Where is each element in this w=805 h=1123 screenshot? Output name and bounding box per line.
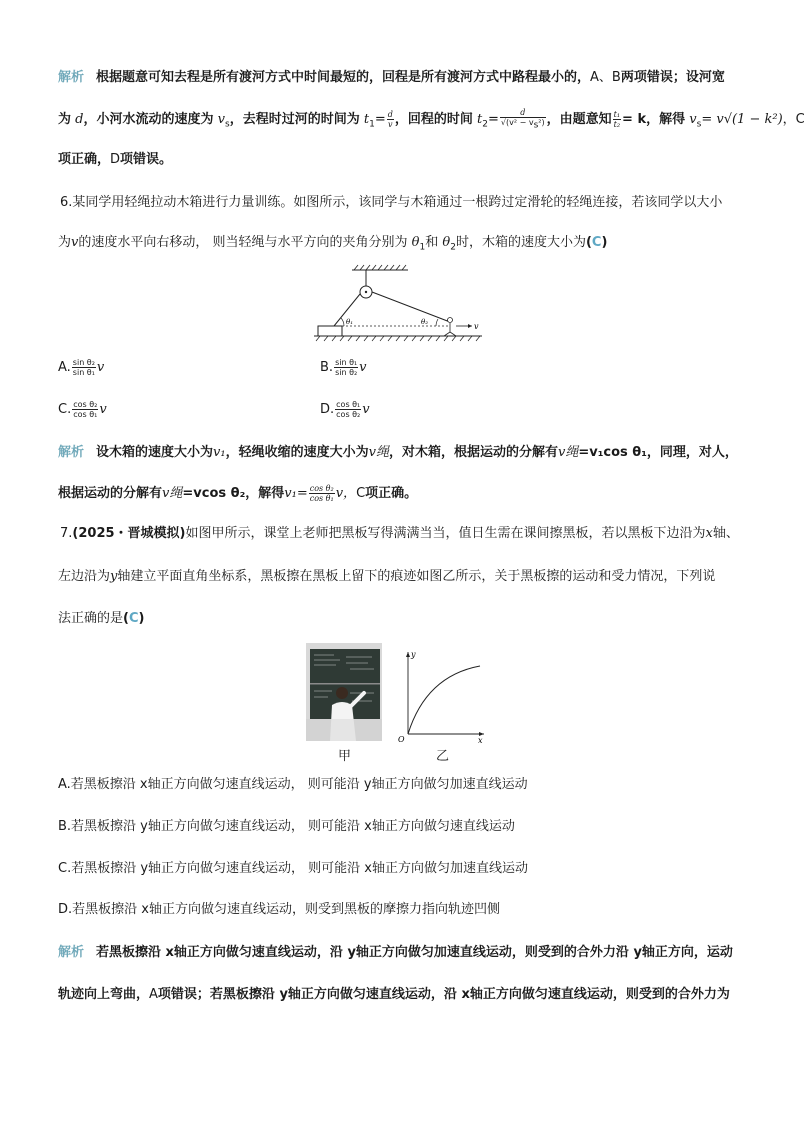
q7-analysis-line1: 解析 若黑板擦沿 x轴正方向做匀速直线运动，沿 y轴正方向做匀加速直线运动，则受到的合外力沿 y轴正方向，运动 xyxy=(58,945,733,960)
q7-stem-line1: 7.(2025・晋城模拟)如图甲所示，课堂上老师把黑板写得满满当当，值日生需在课间擦黑板，若以黑板下边沿为x轴、 xyxy=(60,526,739,541)
answer-mark: C xyxy=(591,235,602,250)
q6-option-b[interactable]: B. $\frac{\text{sin θ₁}}{\text{sin θ₂}}$ v xyxy=(320,358,367,377)
q6-option-d[interactable]: D. $\frac{\text{cos θ₁}}{\text{cos θ₂}}$ v xyxy=(320,400,370,419)
q6-analysis-line1: 解析 设木箱的速度大小为v₁，轻绳收缩的速度大小为v绳，对木箱，根据运动的分解有v绳=v₁cos θ₁，同理，对人， xyxy=(58,445,738,460)
trajectory-graph xyxy=(394,648,488,744)
q7-stem-line3: 法正确的是(C) xyxy=(58,611,145,626)
q5-analysis-line3: 项正确，D项错误。 xyxy=(58,152,173,167)
q7-stem-line2: 左边沿为y轴建立平面直角坐标系，黑板擦在黑板上留下的痕迹如图乙所示，关于黑板擦的运动和受力情况，下列说 xyxy=(58,569,716,584)
wooden-box xyxy=(318,326,342,336)
q6-option-c[interactable]: C. $\frac{\text{cos θ₂}}{\text{cos θ₁}}$ v xyxy=(58,400,107,419)
q6-option-a[interactable]: A. $\frac{\text{sin θ₂}}{\text{sin θ₁}}$ v xyxy=(58,358,105,377)
svg-text:y: y xyxy=(411,650,416,659)
q7-option-c[interactable]: C.若黑板擦沿 y轴正方向做匀速直线运动， 则可能沿 x轴正方向做匀加速直线运动 xyxy=(58,861,528,876)
answer-mark: C xyxy=(128,611,139,626)
fraction-d-over-v: $\frac{d}{v}$ xyxy=(387,109,393,129)
q7-analysis-line2: 轨迹向上弯曲，A项错误；若黑板擦沿 y轴正方向做匀速直线运动，沿 x轴正方向做匀速直线运动，则受到的合外力为 xyxy=(58,987,730,1002)
fraction-d-over-sqrt: $\frac{d}{\text{√(v² − vs²)}}$ xyxy=(500,108,545,131)
q6-analysis-line2: 根据运动的分解有v绳=vcos θ₂，解得v₁= $\frac{\text{cos θ₂}}{\text{cos θ₁}}$ v，C项正确。 xyxy=(58,484,418,503)
svg-text:θ₂: θ₂ xyxy=(421,318,429,326)
q7-option-b[interactable]: B.若黑板擦沿 y轴正方向做匀速直线运动， 则可能沿 x轴正方向做匀速直线运动 xyxy=(58,819,515,834)
q6-stem-line1: 6.某同学用轻绳拉动木箱进行力量训练。如图所示，该同学与木箱通过一根跨过定滑轮的轻绳连接，若该同学以大小 xyxy=(60,195,723,210)
analysis-label: 解析 xyxy=(58,70,85,85)
blackboard-photo xyxy=(306,643,382,741)
q7-option-d[interactable]: D.若黑板擦沿 x轴正方向做匀速直线运动，则受到黑板的摩擦力指向轨迹凹侧 xyxy=(58,902,500,917)
trajectory-curve xyxy=(408,666,480,734)
svg-text:v: v xyxy=(474,322,479,331)
q6-stem-line2: 为v的速度水平向右移动， 则当轻绳与水平方向的夹角分别为 $\theta_1$和 $\theta_2$时，木箱的速度大小为(C) xyxy=(58,235,608,253)
svg-text:O: O xyxy=(398,735,405,744)
svg-text:x: x xyxy=(478,736,483,745)
figure-label-yi: 乙 xyxy=(436,749,450,764)
q7-option-a[interactable]: A.若黑板擦沿 x轴正方向做匀速直线运动， 则可能沿 y轴正方向做匀加速直线运动 xyxy=(58,777,528,792)
svg-text:θ₁: θ₁ xyxy=(346,318,354,326)
fraction-t1-over-t2: $\frac{\text{t₁}}{\text{t₂}}$ xyxy=(613,109,621,129)
figure-label-jia: 甲 xyxy=(338,749,352,764)
q5-analysis-line2: 为 d，小河水流动的速度为 $v_s$，去程时过河的时间为 $t_1=$ $\frac{d}{v}$ ，回程的时间 $t_2=$ $\frac{d}{\text{√(v² − vs²)}}$ ，由题意知 $\frac{\text{t₁}}{\text{t₂}}$ = k，解得 $v_s= v√(1 - k^2)$，C xyxy=(58,108,805,131)
q6-pulley-figure xyxy=(310,264,490,348)
q5-analysis-line1: 解析 根据题意可知去程是所有渡河方式中时间最短的，回程是所有渡河方式中路程最小的，A、B两项错误；设河宽 xyxy=(58,70,725,85)
